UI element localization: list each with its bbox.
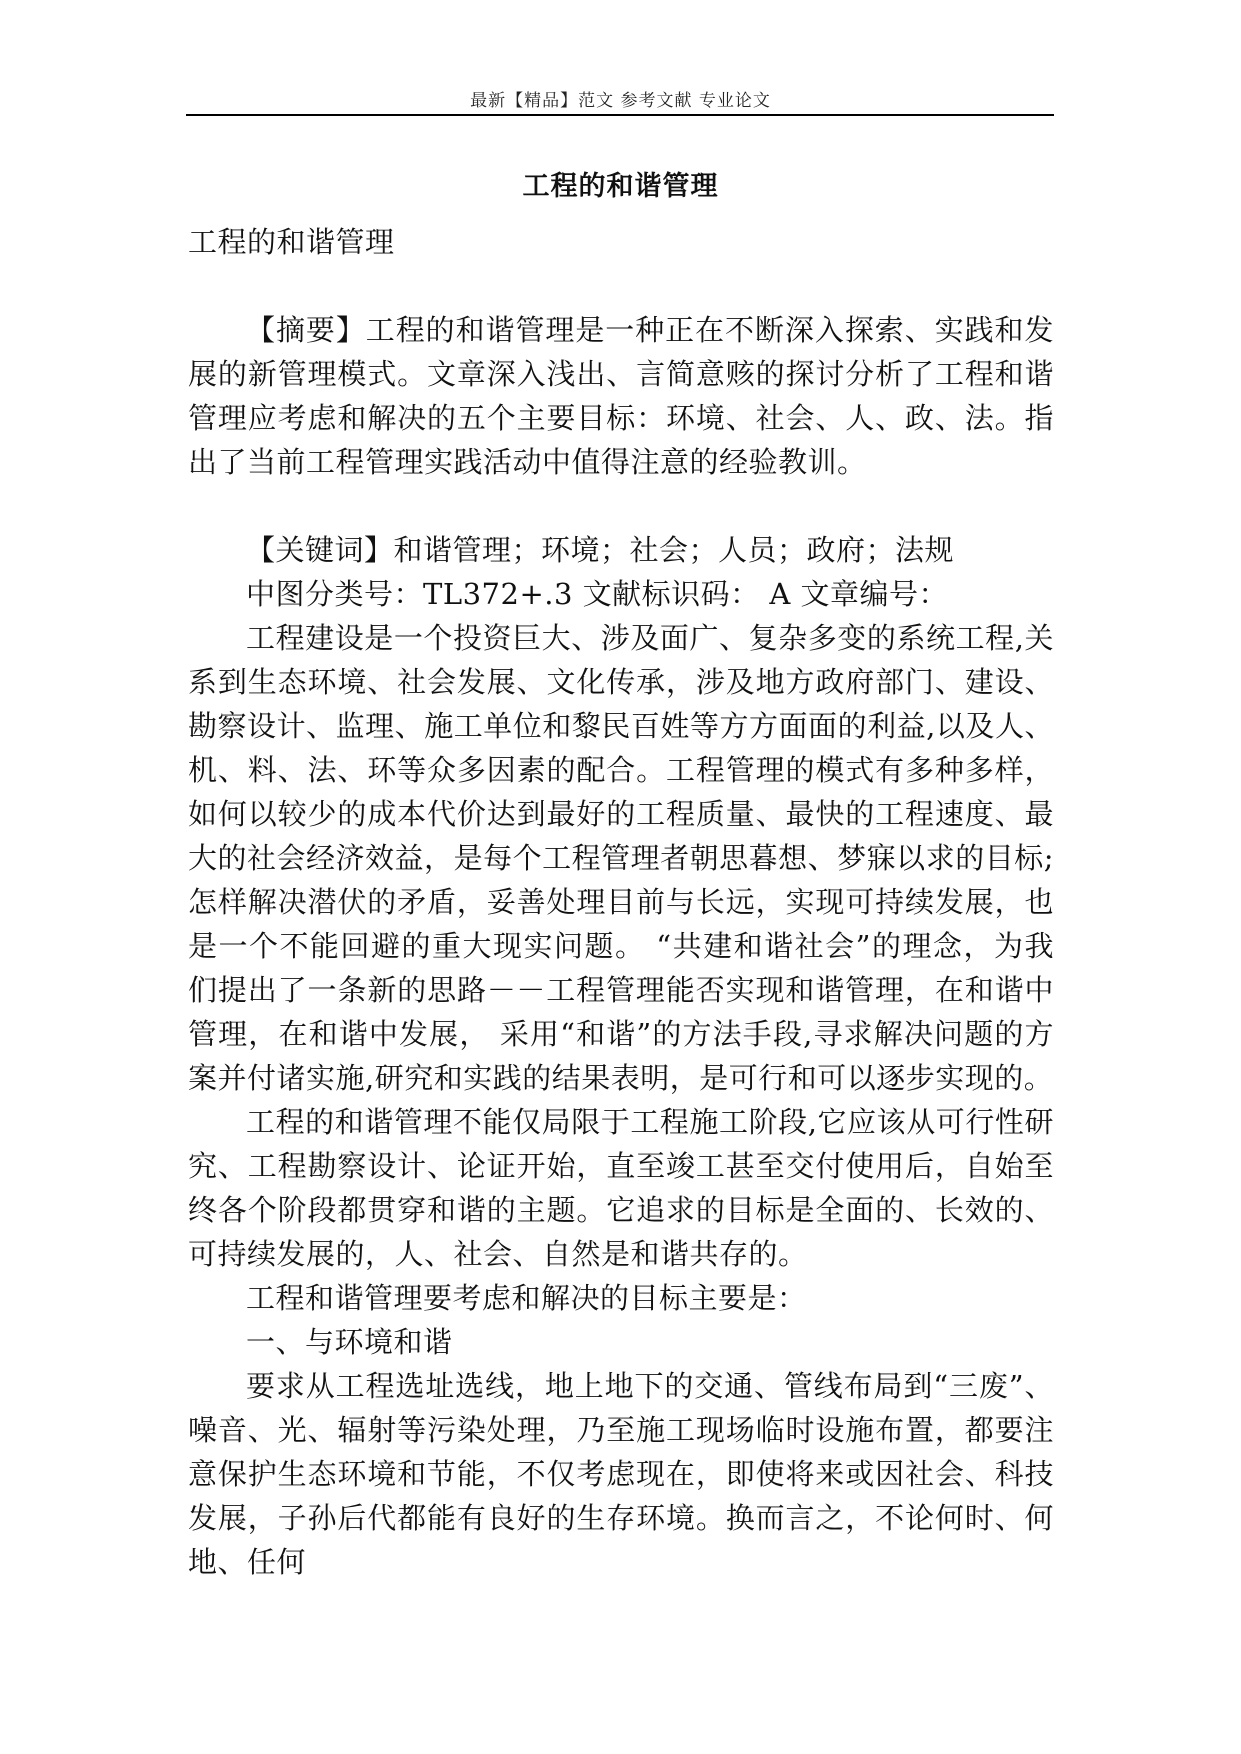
abstract-text: 工程的和谐管理是一种正在不断深入探索、实践和发展的新管理模式。文章深入浅出、言简意赅的探讨分析了工程和谐管理应考虑和解决的五个主要目标：环境、社会、人、政、法。指出了当前工程管理实践活动中值得注意的经验教训。 xyxy=(188,313,1054,479)
keywords-text: 和谐管理；环境；社会；人员；政府；法规 xyxy=(393,533,955,567)
body-paragraph: 工程和谐管理要考虑和解决的目标主要是： xyxy=(246,1281,807,1315)
document-subtitle: 工程的和谐管理 xyxy=(188,225,395,259)
body-paragraph: 要求从工程选址选线，地上地下的交通、管线布局到“三废”、噪音、光、辐射等污染处理，乃至施工现场临时设施布置，都要注意保护生态环境和节能，不仅考虑现在，即使将来或因社会、科技发展，子孙后代都能有良好的生存环境。换而言之，不论何时、何地、任何 xyxy=(188,1369,1054,1579)
body-paragraph: 工程建设是一个投资巨大、涉及面广、复杂多变的系统工程,关系到生态环境、社会发展、文化传承，涉及地方政府部门、建设、勘察设计、监理、施工单位和黎民百姓等方方面面的利益,以及人、机、料、法、环等众多因素的配合。工程管理的模式有多种多样，如何以较少的成本代价达到最好的工程质量、最快的工程速度、最大的社会经济效益，是每个工程管理者朝思暮想、梦寐以求的目标;怎样解决潜伏的矛盾，妥善处理目前与长远，实现可持续发展，也是一个不能回避的重大现实问题。 “共建和谐社会”的理念，为我们提出了一条新的思路－－工程管理能否实现和谐管理，在和谐中管理，在和谐中发展， 采用“和谐”的方法手段,寻求解决问题的方案并付诸实施,研究和实践的结果表明，是可行和可以逐步实现的。 xyxy=(188,621,1054,1095)
abstract-label: 【摘要】 xyxy=(246,313,366,347)
header-divider xyxy=(186,114,1054,116)
keywords-paragraph xyxy=(188,528,1054,572)
document-body xyxy=(188,220,1054,1584)
classification-line: 中图分类号：TL372+.3 文献标识码： A 文章编号： xyxy=(246,577,949,611)
spacer xyxy=(188,264,1054,308)
body-paragraph: 工程的和谐管理不能仅局限于工程施工阶段,它应该从可行性研究、工程勘察设计、论证开始，直至竣工甚至交付使用后，自始至终各个阶段都贯穿和谐的主题。它追求的目标是全面的、长效的、可持续发展的，人、社会、自然是和谐共存的。 xyxy=(188,1105,1054,1271)
abstract-paragraph xyxy=(188,308,1054,484)
section-heading: 一、与环境和谐 xyxy=(246,1325,453,1359)
running-header: 最新【精品】范文 参考文献 专业论文 xyxy=(470,91,771,111)
document-title: 工程的和谐管理 xyxy=(522,171,719,202)
keywords-label: 【关键词】 xyxy=(246,533,394,567)
spacer xyxy=(188,484,1054,528)
